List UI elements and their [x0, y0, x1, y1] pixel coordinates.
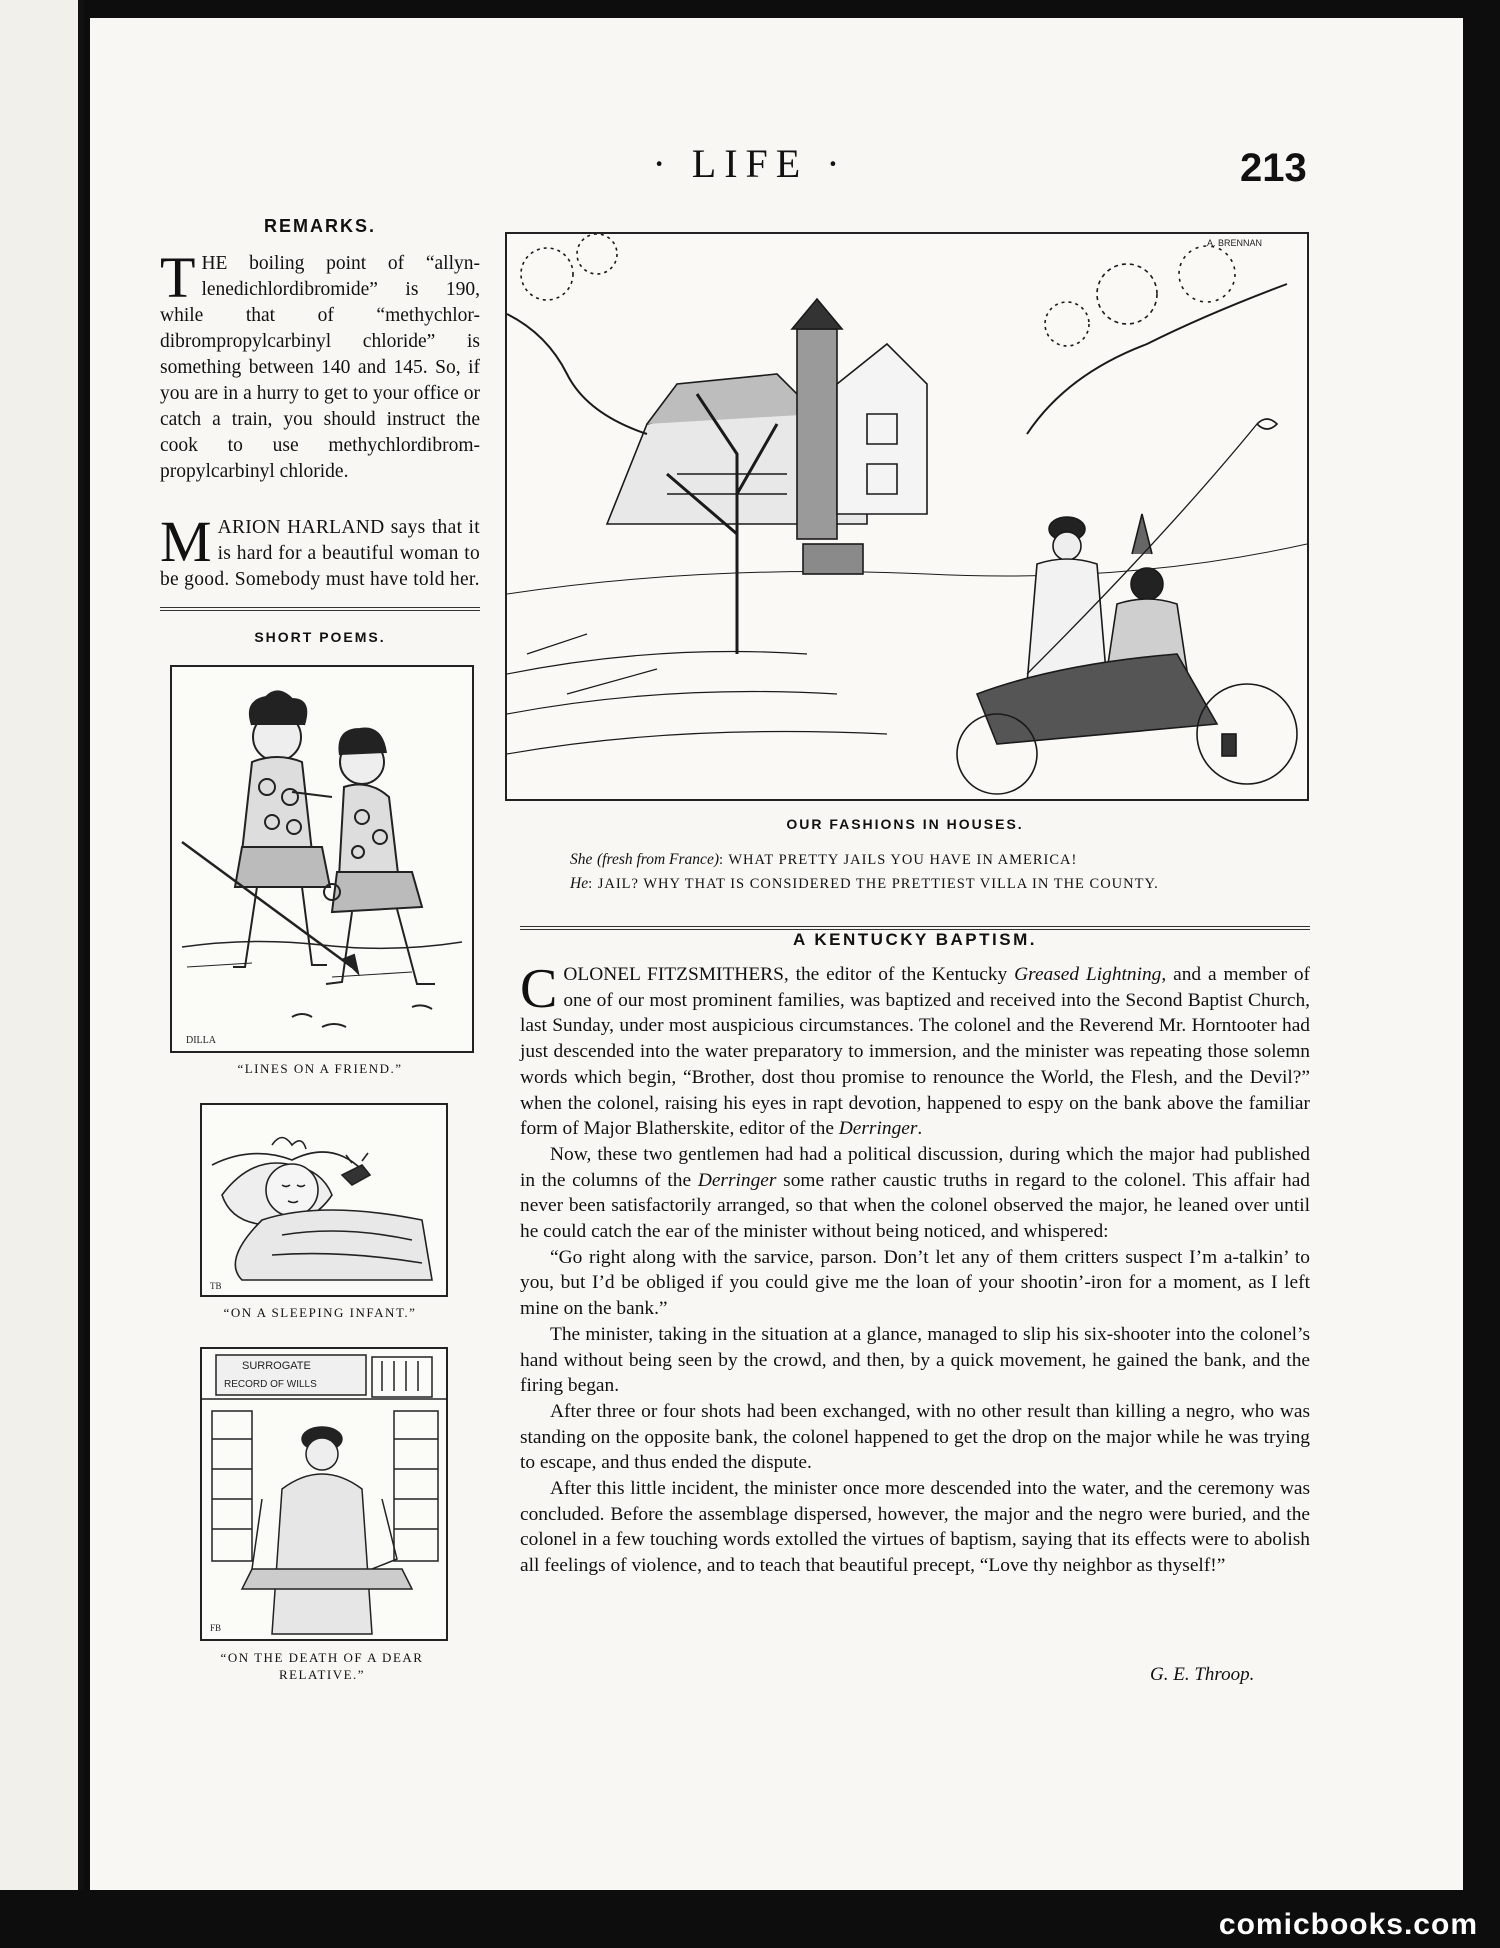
story-paragraph-4: The minister, taking in the situation at a glance, managed to slip his six-shooter into the colonel’s hand without being seen by the crowd, and then, by a quick movement, he gained the bank, and the firing began. [520, 1323, 1310, 1397]
cartoon-death-of-relative [200, 1347, 448, 1641]
speaker-she: She [570, 851, 593, 868]
cartoon-caption: “ON A SLEEPING INFANT.” [223, 1305, 417, 1320]
site-watermark: comicbooks.com [1218, 1908, 1478, 1941]
remarks-text-2: ARION HARLAND says that it is hard for a beautiful woman to be good. Somebody must have told her. [160, 517, 480, 590]
dialog-text-she: : WHAT PRETTY JAILS YOU HAVE IN AMERICA! [718, 852, 1078, 868]
remarks-text-1: HE boiling point of “allyn-lenedichlordibromide” is 190, while that of “methychlor-dibrompropylcarbinyl chloride” is something between 140 and 145. So, if you are in a hurry to get to your office or catch a train, you should instruct the cook to use methychlordibrom-propylcarbinyl chloride. [160, 253, 480, 482]
double-rule [160, 607, 480, 611]
page-number: 213 [1240, 146, 1307, 190]
masthead: · LIFE · [652, 141, 848, 186]
fashions-in-houses-illustration [505, 232, 1309, 801]
story-title: A KENTUCKY BAPTISM. [793, 930, 1037, 949]
cartoon-signature: DILLA [186, 1035, 216, 1046]
story-paragraph-2 [520, 1142, 1310, 1245]
drop-cap: M [160, 509, 212, 574]
sign-text-surrogate: SURROGATE [242, 1360, 311, 1372]
cartoon-sleeping-infant [200, 1103, 448, 1297]
sleeping-infant-illustration [202, 1105, 446, 1295]
story-text: some rather caustic truths in regard to the colonel. This affair had never been satisfactorily arranged, so that when the colonel observed the major, he leaned over until he could catch the ear of the minister without being noticed, and whispered: [520, 1169, 1310, 1243]
story-text: OLONEL FITZSMITHERS, the editor of the Kentucky [563, 964, 1015, 985]
tattooed-couple-illustration [172, 667, 472, 1051]
surrogate-office-illustration [202, 1349, 446, 1639]
story-paragraph-6: After this little incident, the minister once more descended into the water, and the ceremony was concluded. Before the assemblage dispersed, however, the major and the negro were buried, and the colonel in a few touching words extolled the virtues of baptism, saying that its effects were to abolish all feelings of violence, and to teach that beautiful precept, “Love thy neighbor as thyself!” [520, 1478, 1310, 1577]
remarks-paragraph-2 [160, 509, 480, 593]
scan-top-border [0, 0, 1500, 18]
dialog-text-he: : JAIL? WHY THAT IS CONSIDERED THE PRETTIEST VILLA IN THE COUNTY. [588, 876, 1159, 892]
villa-and-carriage-drawing [507, 234, 1307, 799]
newspaper-name: Greased Lightning [1014, 964, 1162, 985]
short-poems-title: SHORT POEMS. [254, 629, 386, 645]
artist-signature: A. BRENNAN [1207, 238, 1263, 248]
remarks-title: REMARKS. [263, 216, 376, 236]
sign-text-record: RECORD OF WILLS [224, 1379, 317, 1390]
drop-cap: T [160, 245, 196, 310]
newspaper-name: Derringer [697, 1169, 777, 1191]
illustration-title: OUR FASHIONS IN HOUSES. [786, 816, 1024, 832]
facing-page-edge [0, 0, 84, 1948]
cartoon-signature: FB [210, 1623, 222, 1633]
story-paragraph-5: After three or four shots had been exchanged, with no other result than killing a negro, who was standing on the opposite bank, the colonel happened to get the drop on the major while he was trying to escape, and thus ended the dispute. [520, 1400, 1310, 1474]
remarks-paragraph-1 [160, 245, 480, 485]
cartoon-caption: “ON THE DEATH OF A DEAR RELATIVE.” [220, 1650, 424, 1682]
book-gutter [78, 0, 84, 1948]
story-paragraph-1 [520, 958, 1311, 1142]
cartoon-signature: TB [210, 1281, 222, 1291]
speaker-he: He [570, 875, 589, 892]
story-body [520, 958, 1311, 1579]
drop-cap: C [520, 958, 558, 1020]
story-text: . [917, 1118, 923, 1140]
illustration-dialog [570, 848, 1310, 896]
left-column [160, 216, 480, 1709]
author-signature: G. E. Throop. [1150, 1664, 1255, 1685]
dialog-line-he [570, 872, 1310, 896]
newspaper-name: Derringer [838, 1118, 918, 1140]
cartoon-caption: “LINES ON A FRIEND.” [237, 1061, 403, 1076]
scan-right-border [1463, 0, 1500, 1948]
story-text: , and a member of one of our most prominent families, was baptized and received into the Second Baptist Church, last Sunday, under most auspicious circumstances. The colonel and the Reverend Mr. Horntooter had just descended into the water preparatory to immersion, and the minister was repeating those solemn words which begin, “Brother, dost thou promise to renounce the World, the Flesh, and the Devil?” when the colonel, raising his eyes in rapt devotion, happened to espy on the bank above the familiar form of Major Blatherskite, editor of the [520, 964, 1311, 1140]
story-text: Now, these two gentlemen had had a political discussion, during which the major had published in the columns of the [520, 1143, 1310, 1191]
story-paragraph-3: “Go right along with the sarvice, parson. Don’t let any of them critters suspect I’m a-talkin’ to you, but I’d be obliged if you could give me the loan of your shootin’-iron for a moment, as I left mine on the bank.” [520, 1246, 1310, 1320]
dialog-line-she [570, 848, 1310, 872]
cartoon-lines-on-a-friend [170, 665, 474, 1053]
speaker-aside: (fresh from France) [597, 851, 719, 868]
